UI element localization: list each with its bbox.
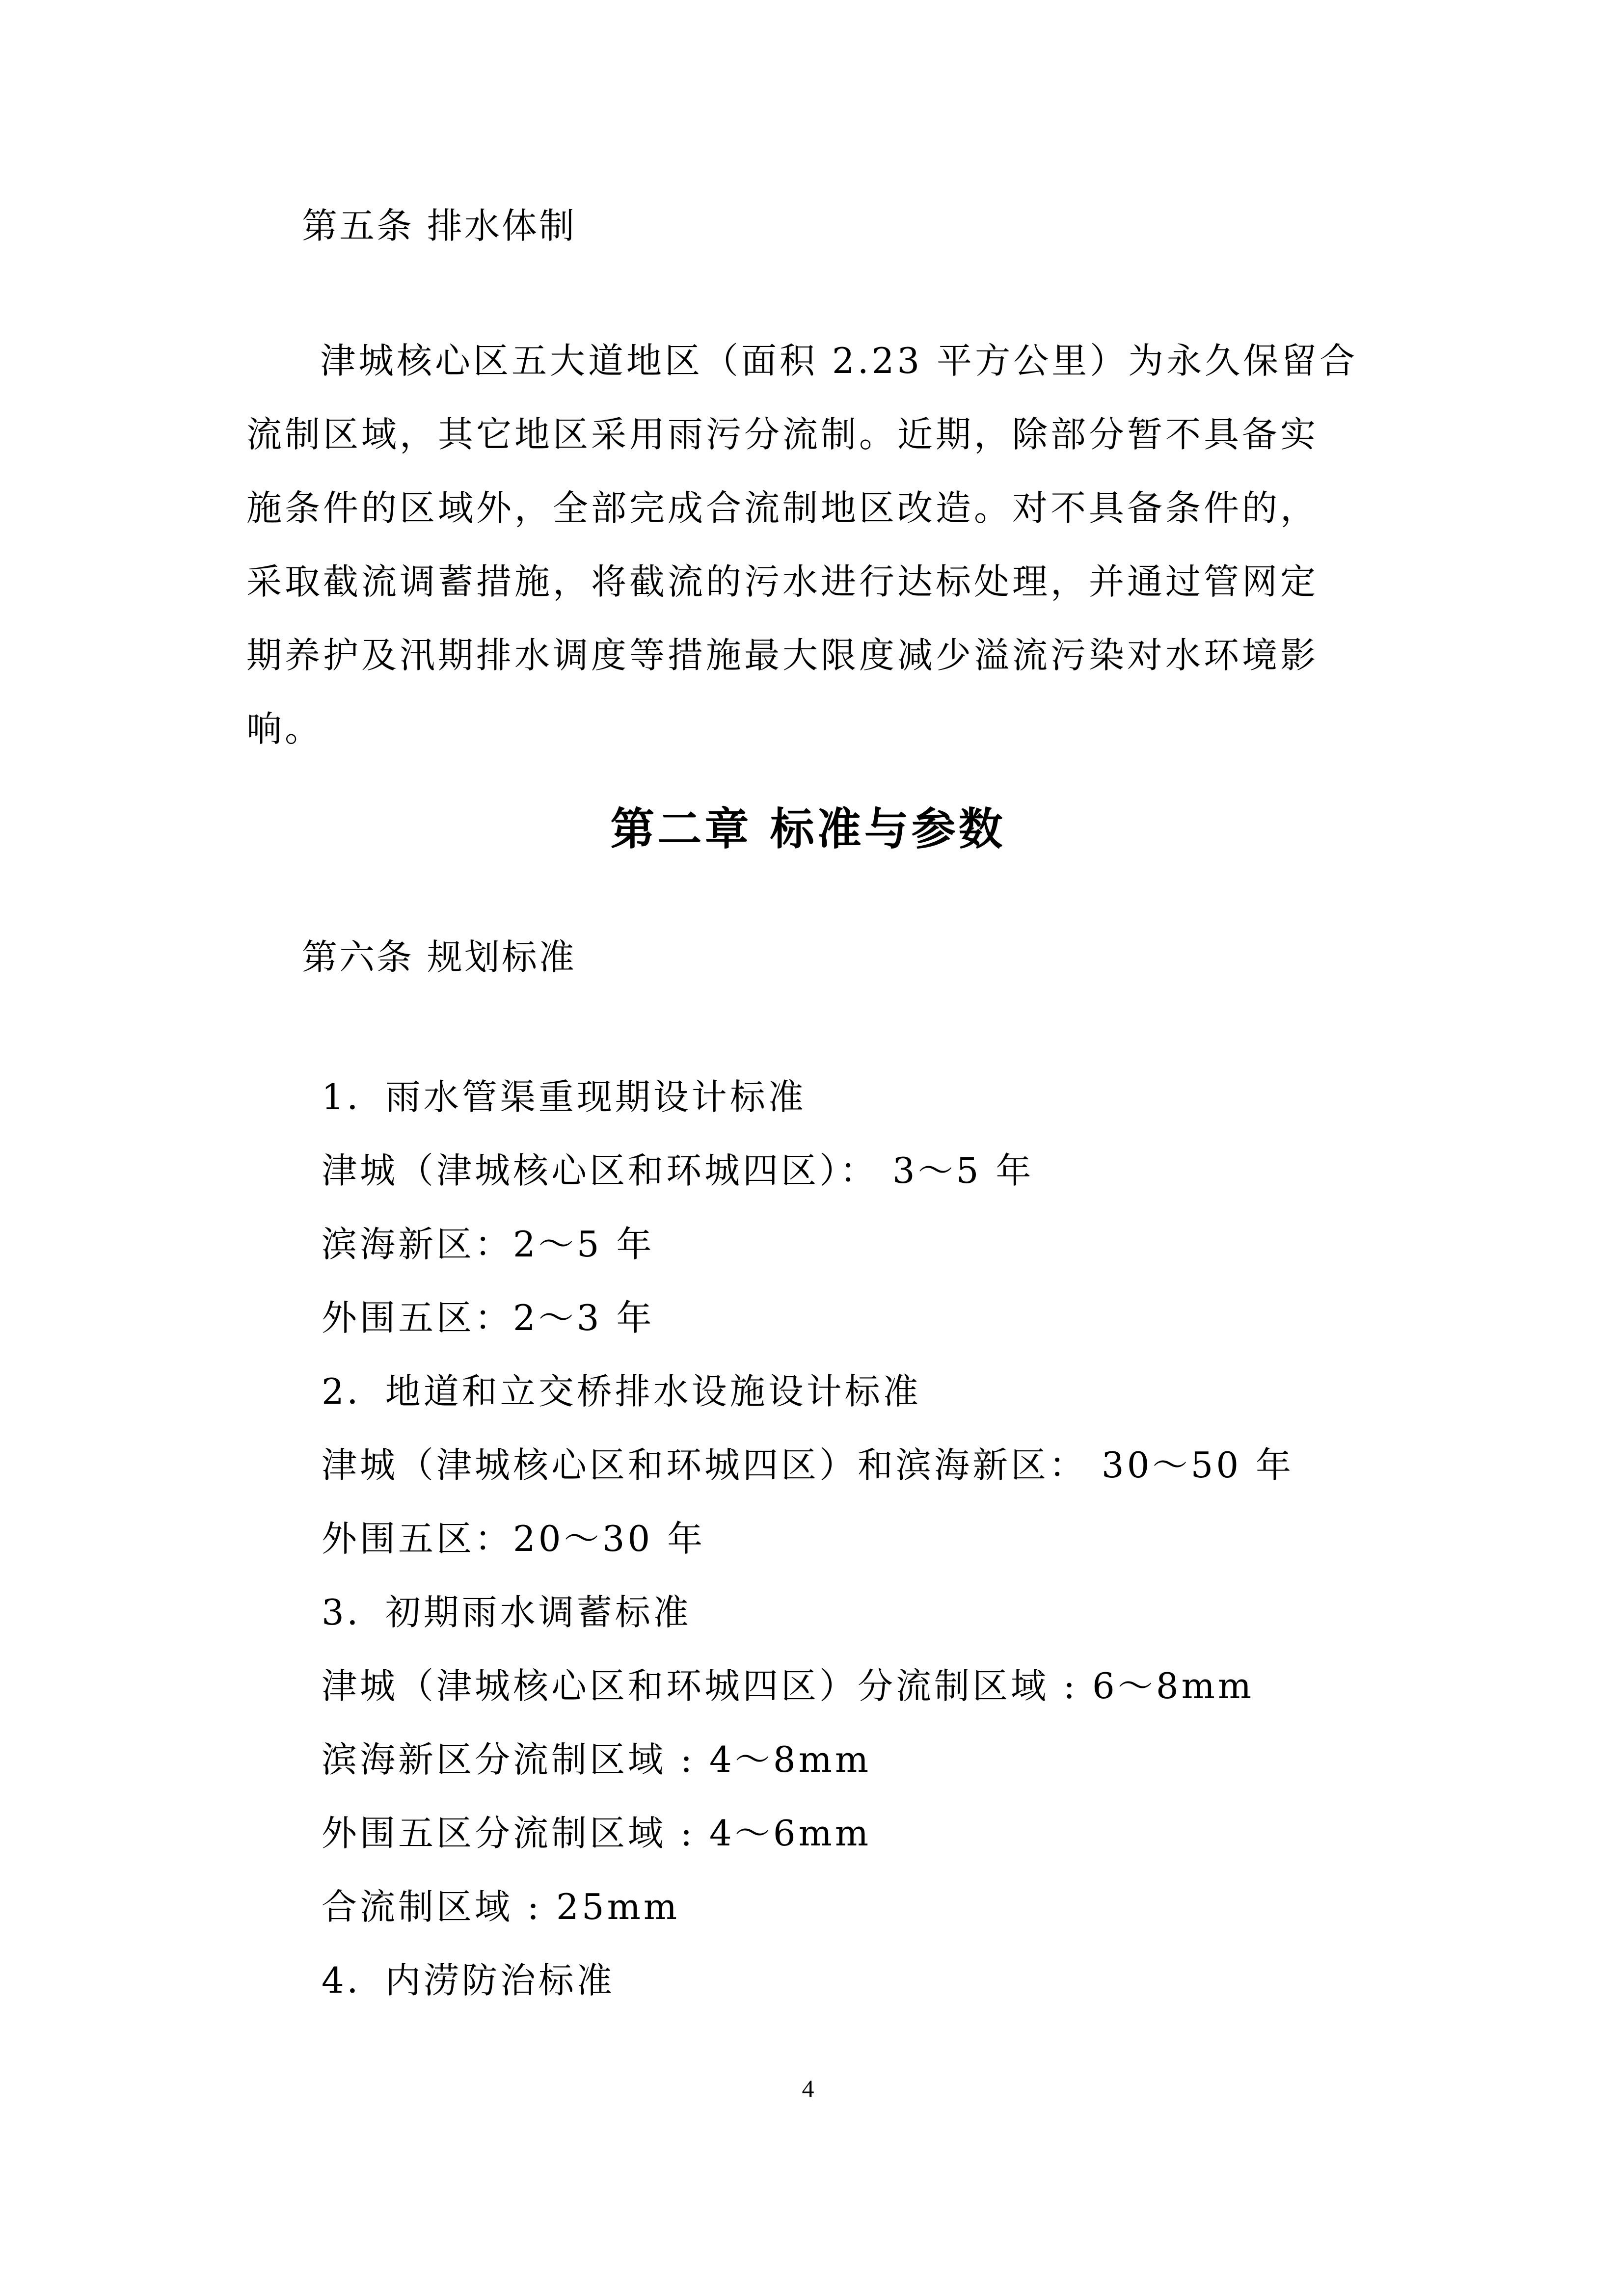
article-5-heading: 第五条 排水体制 <box>302 205 576 246</box>
chapter-2-heading: 第二章 标准与参数 <box>610 803 1006 855</box>
standard-item-title: 1．雨水管渠重现期设计标准 <box>322 1076 807 1118</box>
standard-item-title: 4．内涝防治标准 <box>322 1960 615 2001</box>
standard-item-value: 滨海新区分流制区域 : 4～8mm <box>322 1739 872 1780</box>
article-6-heading: 第六条 规划标准 <box>302 936 576 978</box>
standard-item-value: 津城（津城核心区和环城四区）分流制区域 : 6～8mm <box>322 1665 1255 1707</box>
standard-item-title: 2．地道和立交桥排水设施设计标准 <box>322 1371 921 1412</box>
page-number: 4 <box>802 2075 814 2102</box>
article-5-paragraph-line: 采取截流调蓄措施，将截流的污水进行达标处理，并通过管网定 <box>246 561 1319 602</box>
standard-item-value: 津城（津城核心区和环城四区）和滨海新区： 30～50 年 <box>322 1444 1294 1486</box>
standard-item-title: 3．初期雨水调蓄标准 <box>322 1592 692 1633</box>
article-5-paragraph-line: 施条件的区域外，全部完成合流制地区改造。对不具备条件的， <box>246 487 1319 529</box>
standard-item-value: 外围五区分流制区域 : 4～6mm <box>322 1813 872 1854</box>
article-5-paragraph-line: 流制区域，其它地区采用雨污分流制。近期，除部分暂不具备实 <box>246 414 1319 455</box>
standard-item-value: 外围五区：20～30 年 <box>322 1518 706 1559</box>
standard-item-value: 合流制区域 : 25mm <box>322 1886 680 1927</box>
standard-item-value: 津城（津城核心区和环城四区）： 3～5 年 <box>322 1150 1034 1191</box>
article-5-paragraph-line: 期养护及汛期排水调度等措施最大限度减少溢流污染对水环境影 <box>246 635 1319 676</box>
article-5-paragraph-line: 津城核心区五大道地区（面积 2.23 平方公里）为永久保留合 <box>320 340 1358 381</box>
article-5-paragraph-line: 响。 <box>246 708 323 749</box>
standard-item-value: 滨海新区：2～5 年 <box>322 1224 655 1265</box>
standard-item-value: 外围五区：2～3 年 <box>322 1297 655 1338</box>
